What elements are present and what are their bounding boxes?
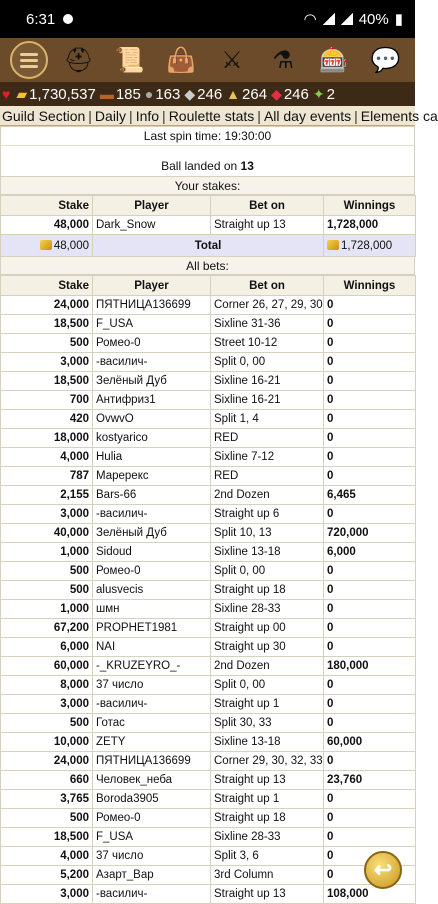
player-cell: Bars-66 xyxy=(93,486,211,505)
stake-cell: 67,200 xyxy=(1,619,93,638)
iron-icon: ◆ xyxy=(184,85,196,102)
player-cell: NAI xyxy=(93,638,211,657)
winnings-cell: 0 xyxy=(324,866,416,885)
table-row xyxy=(1,866,416,885)
table-row xyxy=(1,505,416,524)
bet-cell: Sixline 28-33 xyxy=(211,600,324,619)
resource-crystal: ✦ 2 xyxy=(312,85,335,103)
crystal-icon: ✦ xyxy=(312,85,325,102)
resource-iron: ◆ 246 xyxy=(184,85,223,103)
bet-cell: Split 0, 00 xyxy=(211,353,324,372)
stone-icon: ● xyxy=(144,86,154,102)
table-row xyxy=(1,790,416,809)
status-right xyxy=(304,10,403,28)
player-cell: -василич- xyxy=(93,505,211,524)
player-cell: alusvecis xyxy=(93,581,211,600)
table-row xyxy=(1,752,416,771)
nav-all-day-events[interactable]: All day events xyxy=(263,108,352,124)
winnings-cell: 0 xyxy=(324,410,416,429)
all-bets-table xyxy=(0,275,416,904)
heart-icon: ♥ xyxy=(2,86,11,102)
stake-cell: 700 xyxy=(1,391,93,410)
table-row xyxy=(1,562,416,581)
stake-cell: 1,000 xyxy=(1,543,93,562)
player-cell: Человек_неба xyxy=(93,771,211,790)
stake-cell: 2,155 xyxy=(1,486,93,505)
winnings-cell: 0 xyxy=(324,676,416,695)
total-label: Total xyxy=(93,235,324,257)
gem-icon: ◆ xyxy=(271,85,282,102)
winnings-cell: 0 xyxy=(324,334,416,353)
stake-cell: 660 xyxy=(1,771,93,790)
player-cell: OvwvO xyxy=(93,410,211,429)
stake-cell: 18,000 xyxy=(1,429,93,448)
bet-cell: Sixline 31-36 xyxy=(211,315,324,334)
winnings-cell: 0 xyxy=(324,467,416,486)
bet-cell: Split 30, 33 xyxy=(211,714,324,733)
winnings-cell: 0 xyxy=(324,790,416,809)
back-button[interactable] xyxy=(364,851,402,889)
winnings-cell: 0 xyxy=(324,638,416,657)
signal-icon xyxy=(323,13,335,25)
winnings-cell: 0 xyxy=(324,809,416,828)
winnings-cell: 6,000 xyxy=(324,543,416,562)
nav-roulette-stats[interactable]: Roulette stats xyxy=(168,108,255,124)
bet-cell: Straight up 1 xyxy=(211,790,324,809)
landed-number: 13 xyxy=(240,159,254,173)
resource-wood: ▬ 185 xyxy=(99,85,141,103)
table-row xyxy=(1,486,416,505)
table-row xyxy=(1,467,416,486)
stake-cell: 3,765 xyxy=(1,790,93,809)
bet-cell: Sixline 16-21 xyxy=(211,391,324,410)
table-row xyxy=(1,353,416,372)
player-cell: PROPHET1981 xyxy=(93,619,211,638)
bet-cell: Split 3, 6 xyxy=(211,847,324,866)
nav-elements[interactable]: Elements ca xyxy=(360,108,438,124)
table-row xyxy=(1,296,416,315)
stake-cell: 500 xyxy=(1,809,93,828)
table-row xyxy=(1,619,416,638)
stake-cell: 500 xyxy=(1,714,93,733)
bag-icon[interactable]: 👜 xyxy=(165,46,196,74)
bet-cell: RED xyxy=(211,429,324,448)
winnings-cell: 1,728,000 xyxy=(324,216,416,235)
battery-text: 40% xyxy=(358,10,389,28)
player-cell: ПЯТНИЦА136699 xyxy=(93,752,211,771)
total-row xyxy=(1,235,416,257)
col-winnings: Winnings xyxy=(324,276,416,296)
stake-cell: 4,000 xyxy=(1,847,93,866)
stake-cell: 787 xyxy=(1,467,93,486)
resource-bar xyxy=(0,82,415,106)
player-cell: Антифриз1 xyxy=(93,391,211,410)
table-row xyxy=(1,410,416,429)
table-row xyxy=(1,695,416,714)
bet-cell: Straight up 6 xyxy=(211,505,324,524)
bet-cell: Sixline 13-18 xyxy=(211,733,324,752)
winnings-cell: 0 xyxy=(324,695,416,714)
stake-cell: 18,500 xyxy=(1,315,93,334)
resource-gold: ▰ 1,730,537 xyxy=(16,85,96,103)
winnings-cell: 0 xyxy=(324,600,416,619)
winnings-cell: 180,000 xyxy=(324,657,416,676)
player-cell: ZETY xyxy=(93,733,211,752)
stake-cell: 3,000 xyxy=(1,353,93,372)
nav-guild-section[interactable]: Guild Section xyxy=(2,108,86,124)
stake-cell: 420 xyxy=(1,410,93,429)
wood-icon: ▬ xyxy=(99,86,114,102)
winnings-cell: 0 xyxy=(324,315,416,334)
stake-cell: 500 xyxy=(1,581,93,600)
winnings-cell: 0 xyxy=(324,505,416,524)
stake-cell: 18,500 xyxy=(1,828,93,847)
table-row xyxy=(1,216,416,235)
stake-cell: 3,000 xyxy=(1,695,93,714)
table-row xyxy=(1,372,416,391)
bet-cell: RED xyxy=(211,467,324,486)
bet-cell: Street 10-12 xyxy=(211,334,324,353)
nav-info[interactable]: Info xyxy=(135,108,160,124)
stake-cell: 10,000 xyxy=(1,733,93,752)
status-bar xyxy=(0,0,415,38)
gold-icon: ▰ xyxy=(16,85,28,102)
scroll-map-icon[interactable]: 📜 xyxy=(114,46,145,74)
stake-cell: 3,000 xyxy=(1,505,93,524)
bet-cell: Split 0, 00 xyxy=(211,676,324,695)
bet-cell: Corner 26, 27, 29, 30 xyxy=(211,296,324,315)
player-cell: 37 число xyxy=(93,676,211,695)
table-row xyxy=(1,315,416,334)
player-cell: Ромео-0 xyxy=(93,562,211,581)
player-cell: Зелёный Дуб xyxy=(93,372,211,391)
winnings-cell: 23,760 xyxy=(324,771,416,790)
bet-cell: Straight up 13 xyxy=(211,771,324,790)
bet-cell: Sixline 13-18 xyxy=(211,543,324,562)
stake-cell: 500 xyxy=(1,562,93,581)
player-cell: -василич- xyxy=(93,885,211,904)
bet-cell: 2nd Dozen xyxy=(211,486,324,505)
all-bets-title: All bets: xyxy=(0,257,415,275)
bet-cell: Sixline 16-21 xyxy=(211,372,324,391)
gold-icon xyxy=(40,240,52,250)
winnings-cell: 60,000 xyxy=(324,733,416,752)
winnings-cell: 0 xyxy=(324,429,416,448)
bet-cell: Straight up 13 xyxy=(211,216,324,235)
status-time: 6:31 xyxy=(26,10,56,28)
stake-cell: 40,000 xyxy=(1,524,93,543)
col-bet-on: Bet on xyxy=(211,276,324,296)
stake-cell: 8,000 xyxy=(1,676,93,695)
winnings-cell: 0 xyxy=(324,391,416,410)
bet-cell: Straight up 1 xyxy=(211,695,324,714)
col-bet-on: Bet on xyxy=(211,196,324,216)
winnings-cell: 0 xyxy=(324,752,416,771)
player-cell: Ромео-0 xyxy=(93,809,211,828)
table-row xyxy=(1,847,416,866)
wifi-icon: ◠ xyxy=(303,11,317,28)
player-cell: kostyarico xyxy=(93,429,211,448)
table-row xyxy=(1,885,416,904)
menu-icon[interactable] xyxy=(10,41,48,79)
table-row xyxy=(1,543,416,562)
table-row xyxy=(1,524,416,543)
player-cell: -василич- xyxy=(93,695,211,714)
col-stake: Stake xyxy=(1,276,93,296)
player-cell: Sidoud xyxy=(93,543,211,562)
player-cell: Dark_Snow xyxy=(93,216,211,235)
bet-cell: Straight up 00 xyxy=(211,619,324,638)
table-row xyxy=(1,676,416,695)
winnings-cell: 108,000 xyxy=(324,885,416,904)
bet-cell: Split 1, 4 xyxy=(211,410,324,429)
nav-daily[interactable]: Daily xyxy=(94,108,127,124)
table-row xyxy=(1,657,416,676)
col-player: Player xyxy=(93,276,211,296)
player-cell: Boroda3905 xyxy=(93,790,211,809)
last-spin-time: Last spin time: 19:30:00 xyxy=(1,127,414,146)
col-winnings: Winnings xyxy=(324,196,416,216)
winnings-cell: 0 xyxy=(324,828,416,847)
player-cell: -_KRUZEYRO_- xyxy=(93,657,211,676)
bet-cell: Straight up 13 xyxy=(211,885,324,904)
stake-cell: 3,000 xyxy=(1,885,93,904)
game-icon-bar xyxy=(0,38,415,82)
resource-heart xyxy=(2,86,12,102)
table-row xyxy=(1,600,416,619)
winnings-cell: 720,000 xyxy=(324,524,416,543)
stake-cell: 500 xyxy=(1,334,93,353)
winnings-cell: 0 xyxy=(324,448,416,467)
bet-cell: Straight up 18 xyxy=(211,581,324,600)
table-row xyxy=(1,828,416,847)
player-cell: Ромео-0 xyxy=(93,334,211,353)
total-stake: 48,000 xyxy=(1,235,93,257)
player-cell: -василич- xyxy=(93,353,211,372)
winnings-cell: 0 xyxy=(324,847,416,866)
section-nav: Guild Section | Daily | Info | Roulette stats | All day events | Elements ca xyxy=(2,108,438,124)
player-cell: шмн xyxy=(93,600,211,619)
winnings-cell: 0 xyxy=(324,619,416,638)
bet-cell: Sixline 7-12 xyxy=(211,448,324,467)
resource-sand: ▲ 264 xyxy=(226,85,268,103)
winnings-cell: 6,465 xyxy=(324,486,416,505)
table-row xyxy=(1,733,416,752)
your-stakes-title: Your stakes: xyxy=(0,177,415,195)
stake-cell: 48,000 xyxy=(1,216,93,235)
back-arrow-icon: ↩ xyxy=(373,857,393,882)
your-stakes-table xyxy=(0,195,416,257)
stake-cell: 6,000 xyxy=(1,638,93,657)
roulette-icon[interactable]: 🎰 xyxy=(319,46,350,74)
stake-cell: 18,500 xyxy=(1,372,93,391)
stake-cell: 24,000 xyxy=(1,296,93,315)
player-cell: F_USA xyxy=(93,315,211,334)
winnings-cell: 0 xyxy=(324,562,416,581)
chat-icon[interactable]: 💬 xyxy=(370,46,401,74)
gold-icon xyxy=(327,240,339,250)
winnings-cell: 0 xyxy=(324,714,416,733)
winnings-cell: 0 xyxy=(324,296,416,315)
bet-cell: 2nd Dozen xyxy=(211,657,324,676)
spin-info xyxy=(0,126,415,177)
winnings-cell: 0 xyxy=(324,372,416,391)
ball-landed: Ball landed on 13 xyxy=(161,159,254,173)
stake-cell: 24,000 xyxy=(1,752,93,771)
table-row xyxy=(1,714,416,733)
table-row xyxy=(1,809,416,828)
table-row xyxy=(1,771,416,790)
bet-cell: Split 0, 00 xyxy=(211,562,324,581)
col-stake: Stake xyxy=(1,196,93,216)
bet-cell: Straight up 30 xyxy=(211,638,324,657)
table-row xyxy=(1,429,416,448)
table-row xyxy=(1,448,416,467)
col-player: Player xyxy=(93,196,211,216)
signal-icon-2 xyxy=(341,13,353,25)
player-cell: ПЯТНИЦА136699 xyxy=(93,296,211,315)
player-cell: Hulia xyxy=(93,448,211,467)
total-winnings: 1,728,000 xyxy=(324,235,416,257)
roulette-results xyxy=(0,126,415,904)
knight-helmet-icon[interactable]: ⛑ xyxy=(63,46,94,74)
bet-cell: 3rd Column xyxy=(211,866,324,885)
bet-cell: Split 10, 13 xyxy=(211,524,324,543)
player-cell: Маререкс xyxy=(93,467,211,486)
stake-cell: 60,000 xyxy=(1,657,93,676)
swords-trophy-icon[interactable]: ⚔ xyxy=(221,46,243,74)
notification-icon xyxy=(63,14,73,24)
sand-icon: ▲ xyxy=(226,86,241,102)
player-cell: Зелёный Дуб xyxy=(93,524,211,543)
potion-icon[interactable]: ⚗ xyxy=(272,46,294,74)
bet-cell: Corner 29, 30, 32, 33 xyxy=(211,752,324,771)
table-row xyxy=(1,581,416,600)
table-row xyxy=(1,391,416,410)
bet-cell: Straight up 18 xyxy=(211,809,324,828)
player-cell: 37 число xyxy=(93,847,211,866)
table-row xyxy=(1,638,416,657)
stake-cell: 1,000 xyxy=(1,600,93,619)
winnings-cell: 0 xyxy=(324,353,416,372)
battery-icon: ▮ xyxy=(394,11,403,28)
stake-cell: 4,000 xyxy=(1,448,93,467)
player-cell: F_USA xyxy=(93,828,211,847)
resource-stone: ● 163 xyxy=(144,85,181,103)
bet-cell: Sixline 28-33 xyxy=(211,828,324,847)
stake-cell: 5,200 xyxy=(1,866,93,885)
player-cell: Азарт_Вар xyxy=(93,866,211,885)
resource-gem: ◆ 246 xyxy=(271,85,309,103)
table-row xyxy=(1,334,416,353)
player-cell: Готас xyxy=(93,714,211,733)
winnings-cell: 0 xyxy=(324,581,416,600)
